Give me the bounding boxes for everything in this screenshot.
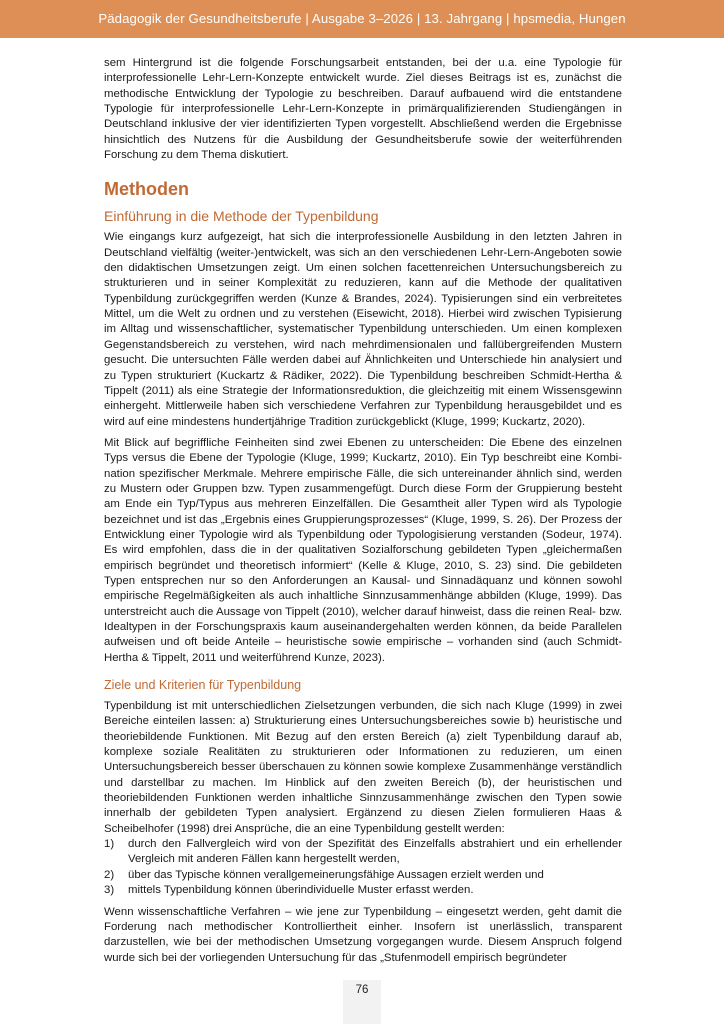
numbered-list [104,837,622,898]
intro-paragraph: sem Hintergrund ist die folgende Forschungsarbeit entstanden, bei der u.a. eine Typologie für interprofessionelle Lehr-Lern-Konzepte entwickelt wurde. Ziel dieses Beitrags ist es, zunächst die methodische Entwicklung der Typologie zu beschreiben. Darauf aufbauend wird die entstandene Typologie für interprofessionelle Lehr-Lern-Konzepte in primärqualifizierenden Studiengängen in Deutschland inklusive der vier identifizierten Typen vorgestellt. Abschließend werden die Ergebnisse hinsichtlich des Nutzens für die Ausbildung der Gesundheitsberufe sowie der weiterführenden Forschung zu dem Thema diskutiert. [104,57,622,162]
list-item-text: über das Typische können verallgemeinerungsfähige Aussagen erzielt werden und [128,868,544,881]
list-item [104,868,622,883]
article-body [104,56,622,972]
list-item-number: 1) [104,838,115,851]
page-number: 76 [355,984,369,996]
subsection-heading-typenbildung: Einführung in die Methode der Typenbildung [104,208,379,225]
list-item-text: durch den Fallvergleich wird von der Spezifität des Einzelfalls abstrahiert und ein erhellender Vergleich mit anderen Fällen kann hergestellt werden, [128,838,622,866]
list-item-number: 3) [104,884,115,897]
list-item-text: mittels Typenbildung können überindividuelle Muster erfasst werden. [128,884,474,897]
list-item [104,837,622,868]
subsection-heading-ziele: Ziele und Kriterien für Typenbildung [104,678,302,693]
list-item-number: 2) [104,868,115,881]
body-paragraph: Wenn wissenschaftliche Verfahren – wie jene zur Typenbildung – eingesetzt werden, geht damit die Forderung nach methodischer Kontrolliertheit einher. Insofern ist unerlässlich, transparent darzustellen, wie bei der methodischen Umsetzung vorgegangen wurde. Diesem Anspruch folgend wurde sich bei der vorliegenden Untersuchung für das „Stufenmodell empirisch begründeter [104,905,622,964]
running-header-text: Pädagogik der Gesundheitsberufe | Ausgabe 3–2026 | 13. Jahrgang | hpsmedia, Hungen [98,11,626,26]
list-item [104,883,622,898]
page-number-box [343,980,381,1024]
body-paragraph: Wie eingangs kurz aufgezeigt, hat sich die interprofessionelle Ausbildung in den letzten Jahren in Deutschland vielfältig (weiter-)entwickelt, was sich an den verschiedenen Lehr-Lern-Angeboten sowie den didaktischen Umsetzungen zeigt. Um einen solchen facettenreichen Untersuchungsbereich zu strukturieren und in seiner Komplexität zu reduzieren, kann auf die Methode der qualitativen Typenbildung zurückgegriffen werden (Kunze & Brandes, 2024). Typisierungen sind ein verbreitetes Mittel, um die Welt zu ordnen und zu verstehen (Eisewicht, 2018). Hierbei wird zwischen Typisierung im Alltag und wissenschaftlicher, systematischer Typenbildung unterschieden. Um einen komplexen Gegenstandsbereich zu verstehen, wird nach mehrdimensionalen und fallübergreifenden Mustern gesucht. Die untersuchten Fälle werden dabei auf Ähnlichkeiten und Unterschiede hin analysiert und zu Typen strukturiert (Kuckartz & Rädiker, 2022). Die Typenbildung beschreiben Schmidt-Hertha & Tippelt (2011) als eine Strategie der Informationsreduktion, die gleichzeitig mit einem Wissensgewinn einhergeht. Mittlerweile haben sich verschiedene Verfahren zur Typenbildung herausgebildet und es wird auf eine mindestens hundertjährige Tradition zurückgeblickt (Kluge, 1999; Kuckartz, 2020). [104,231,622,428]
running-header [0,0,724,38]
body-paragraph: Typenbildung ist mit unterschiedlichen Zielsetzungen verbunden, die sich nach Kluge (1999) in zwei Bereiche einteilen lassen: a) Strukturierung eines Untersuchungsbereiches sowie b) heuristische und theoriebildende Funktionen. Mit Bezug auf den ersten Bereich (a) zielt Typenbildung darauf ab, komplexe soziale Realitäten zu strukturieren oder Informationen zu reduzieren, um einen Untersuchungsbereich besser überschauen zu können sowie komplexe Zusammenhänge verständlich und darstellbar zu machen. Im Hinblick auf den zweiten Bereich (b), der heuristischen und theoriebildenden Funktionen werden inhaltliche Sinnzusammenhänge zwischen den Typen sowie innerhalb der gebildeten Typen analysiert. Ergänzend zu diesen Zielen formulieren Haas & Scheibelhofer (1998) drei Ansprüche, die an eine Typenbildung gestellt werden: [104,700,622,835]
body-paragraph: Mit Blick auf begriffliche Feinheiten sind zwei Ebenen zu unterscheiden: Die Ebene des einzelnen Typs versus die Ebene der Typologie (Kluge, 1999; Kuckartz, 2010). Ein Typ beschreibt eine Kombination spezifischer Merkmale. Mehrere empirische Fälle, die sich untereinander ähnlich sind, werden zu Mustern oder Gruppen bzw. Typen zusammengefügt. Durch diese Form der Gruppierung besteht am Ende ein Typ/Typus aus mehreren Einzelfällen. Die Gesamtheit aller Typen wird als Typologie bezeichnet und ist das „Ergebnis eines Gruppierungsprozesses“ (Kluge, 1999, S. 26). Der Prozess der Entwicklung einer Typologie wird als Typenbildung oder Typologisierung verstanden (Sodeur, 1974). Es wird empfohlen, dass die in der qualitativen Sozialforschung gebildeten Typen „gleichermaßen empirisch begründet und theoretisch informiert“ (Kelle & Kluge, 2010, S. 23) sind. Die gebildeten Typen entsprechen nur so den Anforderungen an Kausal- und Sinnadäquanz und können sowohl empirische Regelmäßigkeiten als auch inhaltliche Sinnzusammenhänge abbilden (Kluge, 1999). Das unterstreicht auch die Aussage von Tippelt (2010), welcher darauf hinweist, dass die reinen Real- bzw. Idealtypen in der Forschungspraxis kaum auseinandergehalten werden können, da beide Parallelen aufweisen und oft beide Anteile – heuristische sowie empirische – vorhanden sind (auch Schmidt-Hertha & Tippelt, 2011 und weiterführend Kunze, 2023). [104,436,622,664]
section-heading-methoden: Methoden [104,179,189,200]
